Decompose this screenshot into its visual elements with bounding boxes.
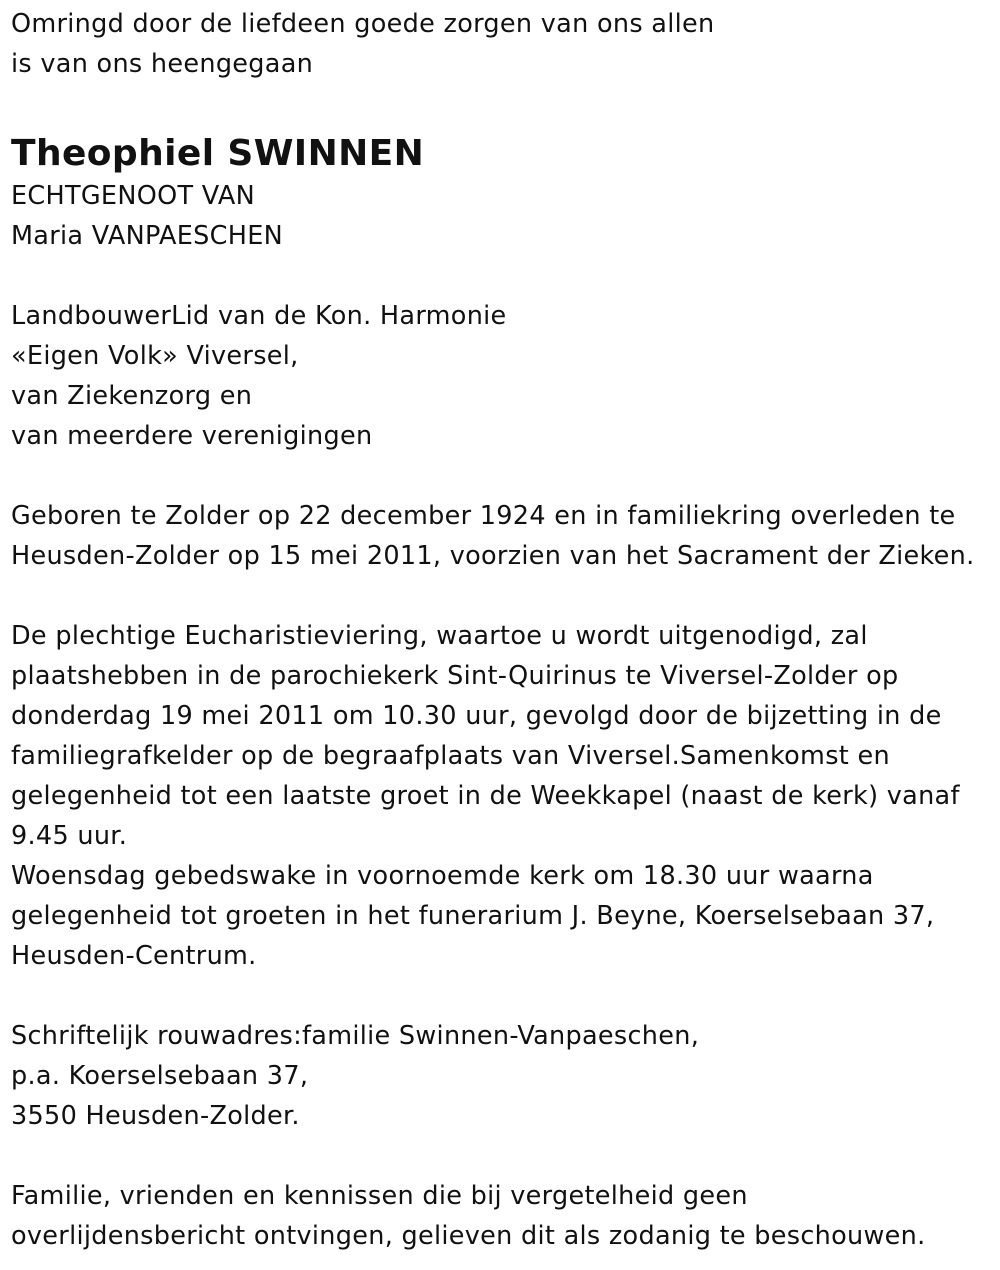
obituary-document	[11, 4, 991, 1256]
closing-line: overlijdensbericht ontvingen, gelieven dit als zodanig te beschouwen.	[11, 1221, 926, 1251]
ceremony-line: 9.45 uur.	[11, 821, 128, 851]
occupation-line: van Ziekenzorg en	[11, 381, 253, 411]
occupation-paragraph	[11, 296, 991, 456]
spacer	[11, 976, 991, 1016]
ceremony-line: De plechtige Eucharistieviering, waartoe u wordt uitgenodigd, zal	[11, 621, 868, 651]
spacer	[11, 256, 991, 296]
closing-line: Familie, vrienden en kennissen die bij vergetelheid geen	[11, 1181, 748, 1211]
ceremony-line: plaatshebben in de parochiekerk Sint-Quirinus te Viversel-Zolder op	[11, 661, 899, 691]
ceremony-line: familiegrafkelder op de begraafplaats van Viversel.Samenkomst en	[11, 741, 890, 771]
ceremony-line: gelegenheid tot groeten in het funerarium J. Beyne, Koerselsebaan 37,	[11, 901, 935, 931]
occupation-line: «Eigen Volk» Viversel,	[11, 341, 299, 371]
intro-line: Omringd door de liefdeen goede zorgen van ons allen	[11, 9, 715, 39]
ceremony-line: donderdag 19 mei 2011 om 10.30 uur, gevolgd door de bijzetting in de	[11, 701, 942, 731]
deceased-name: Theophiel SWINNEN	[11, 133, 425, 174]
spacer	[11, 456, 991, 496]
ceremony-line: Heusden-Centrum.	[11, 941, 257, 971]
spouse-name: Maria VANPAESCHEN	[11, 221, 284, 251]
intro-paragraph	[11, 4, 991, 84]
spacer	[11, 84, 991, 124]
address-line: p.a. Koerselsebaan 37,	[11, 1061, 309, 1091]
occupation-line: LandbouwerLid van de Kon. Harmonie	[11, 301, 507, 331]
intro-line: is van ons heengegaan	[11, 49, 314, 79]
relation-label: ECHTGENOOT VAN	[11, 181, 255, 211]
deceased-block	[11, 130, 991, 256]
ceremony-line: Woensdag gebedswake in voornoemde kerk om 18.30 uur waarna	[11, 861, 874, 891]
address-line: Schriftelijk rouwadres:familie Swinnen-Vanpaeschen,	[11, 1021, 700, 1051]
ceremony-line: gelegenheid tot een laatste groet in de Weekkapel (naast de kerk) vanaf	[11, 781, 960, 811]
birth-death-paragraph	[11, 496, 991, 576]
address-paragraph	[11, 1016, 991, 1136]
occupation-line: van meerdere verenigingen	[11, 421, 373, 451]
ceremony-paragraph	[11, 616, 991, 976]
closing-paragraph	[11, 1176, 991, 1256]
birth-death-line: Geboren te Zolder op 22 december 1924 en in familiekring overleden te	[11, 501, 956, 531]
address-line: 3550 Heusden-Zolder.	[11, 1101, 300, 1131]
birth-death-line: Heusden-Zolder op 15 mei 2011, voorzien van het Sacrament der Zieken.	[11, 541, 975, 571]
spacer	[11, 1136, 991, 1176]
spacer	[11, 576, 991, 616]
